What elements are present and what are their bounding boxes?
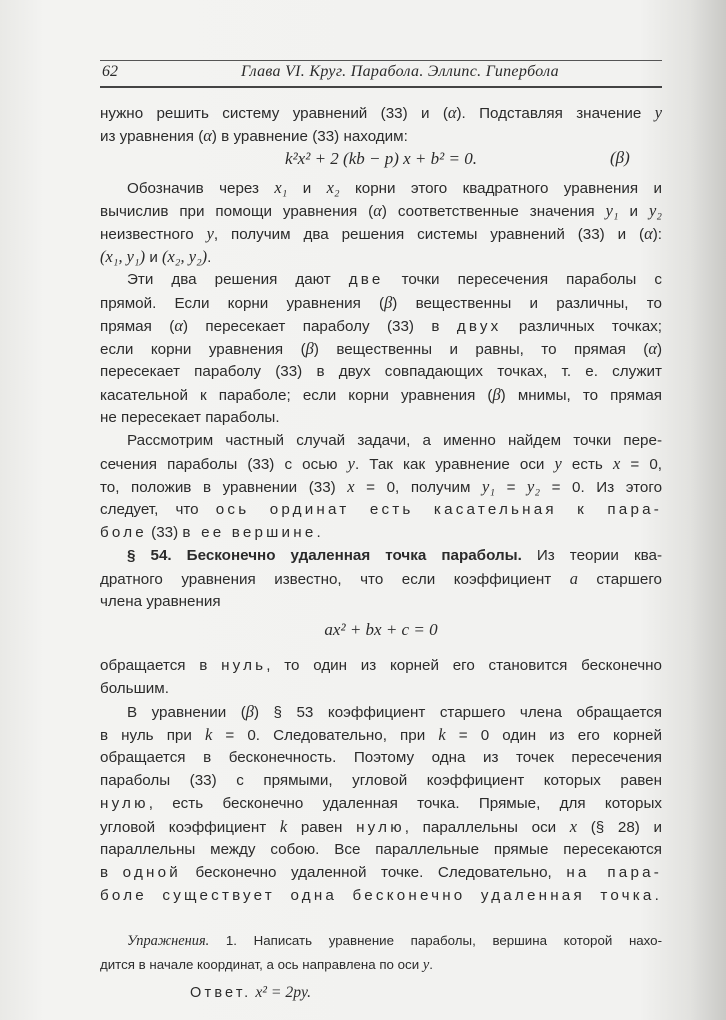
math-italic: y <box>206 224 214 243</box>
text-line <box>100 103 662 123</box>
math-italic: (x₁, y₁) <box>100 247 146 266</box>
math-italic: y₁ <box>482 477 496 496</box>
math-italic: y <box>554 454 562 473</box>
text-line <box>100 316 662 336</box>
math-italic: β <box>245 702 254 721</box>
text-segment: из уравнения ( <box>100 128 204 145</box>
text-segment: различных точках; <box>501 318 662 335</box>
math-italic: x² = 2py. <box>255 984 312 1001</box>
text-segment: вычислив при помощи уравнения ( <box>100 203 374 220</box>
text-segment: ) вещественны и различны, то <box>392 295 662 312</box>
text-segment: Эти два решения дают <box>127 271 349 288</box>
text-line <box>100 771 662 791</box>
text-segment: угловой коэффициент <box>100 819 280 836</box>
text-segment: и <box>618 203 649 220</box>
text-segment: не пересекает параболы. <box>100 409 280 426</box>
formula-line <box>100 620 662 640</box>
text-segment: ax² + bx + c = 0 <box>324 620 438 639</box>
text-segment: корни этого квадратного уравнения и <box>339 180 662 197</box>
text-segment: ) соответственные значения <box>381 203 606 220</box>
text-line <box>100 362 662 382</box>
spaced-emphasis: одной <box>122 864 181 881</box>
text-segment: обращается в <box>100 657 222 674</box>
header-rule-top <box>100 60 662 61</box>
spaced-emphasis: боле существует одна бесконечно удаленная точка. <box>100 887 662 904</box>
text-segment: члена уравнения <box>100 593 221 610</box>
spaced-emphasis: боле <box>100 524 147 541</box>
spaced-emphasis: нуль <box>221 657 267 674</box>
text-line <box>100 679 662 699</box>
text-line <box>100 592 662 612</box>
text-line <box>100 126 662 146</box>
math-italic: y <box>654 103 662 122</box>
text-segment: есть <box>561 456 613 473</box>
text-segment: Из теории ква- <box>521 547 662 564</box>
math-italic: α <box>648 339 657 358</box>
text-segment: (§ 28) и <box>577 819 662 836</box>
text-segment: ) § 53 коэффициент старшего члена обращается <box>253 704 662 721</box>
text-segment: . <box>429 957 433 972</box>
text-line <box>190 983 490 1003</box>
math-italic: α <box>373 201 382 220</box>
text-line <box>127 702 662 722</box>
math-italic: y <box>422 957 430 973</box>
text-segment: , получим два решения системы уравнений (33) и ( <box>213 226 645 243</box>
equation-label: (β) <box>610 148 630 167</box>
text-segment: = 0, <box>620 456 662 473</box>
math-italic: β <box>492 385 501 404</box>
text-segment: . Так как уравнение оси <box>354 456 555 473</box>
text-segment: и <box>287 180 327 197</box>
math-italic: α <box>174 316 183 335</box>
math-italic: β <box>384 293 393 312</box>
math-italic: k <box>279 817 288 836</box>
text-line <box>100 339 662 359</box>
math-italic: y₁ <box>605 201 619 220</box>
text-line <box>100 794 662 814</box>
text-line <box>100 523 662 543</box>
text-segment: точки пересечения параболы с <box>383 271 662 288</box>
text-line <box>100 247 662 267</box>
text-segment: в <box>100 864 123 881</box>
spaced-emphasis: нулю <box>356 819 405 836</box>
math-italic: (x₂, y₂) <box>162 247 208 266</box>
math-italic: α <box>447 103 457 122</box>
text-line <box>100 955 662 975</box>
text-segment: неизвестного <box>100 226 207 243</box>
spaced-emphasis: двух <box>456 318 502 335</box>
text-segment: = 0 один из его корней <box>445 727 662 744</box>
text-segment: прямая ( <box>100 318 175 335</box>
math-italic: α <box>644 224 653 243</box>
text-line <box>100 817 662 837</box>
text-segment: 1. Написать уравнение параболы, вершина которой нахо- <box>209 933 662 948</box>
text-segment: параболы (33) с прямыми, угловой коэффициент которых равен <box>100 772 662 789</box>
text-line <box>100 748 662 768</box>
text-line <box>100 201 662 221</box>
text-segment: = <box>495 479 528 496</box>
spaced-emphasis: Ответ. <box>190 985 252 1001</box>
text-line <box>100 500 662 520</box>
math-italic: α <box>203 126 212 145</box>
text-segment: сечения параболы (33) с осью <box>100 456 348 473</box>
text-line <box>100 863 662 883</box>
text-line <box>100 408 662 428</box>
text-segment: ) <box>656 341 662 358</box>
math-italic: Упражнения. <box>127 933 210 949</box>
text-segment: ) в уравнение (33) находим: <box>211 128 408 145</box>
text-segment: параллельны между собою. Все параллельные прямые пересекаются <box>100 841 662 858</box>
text-line <box>127 931 662 951</box>
running-title: Глава VI. Круг. Парабола. Эллипс. Гипербола <box>241 63 559 80</box>
text-segment: то, положив в уравнении (33) <box>100 479 348 496</box>
text-segment: = 0, получим <box>354 479 483 496</box>
math-italic: x <box>347 477 355 496</box>
text-segment: равен <box>287 819 357 836</box>
text-segment: и <box>145 249 163 266</box>
spaced-emphasis: две <box>348 271 384 288</box>
text-line <box>100 454 662 474</box>
math-italic: x₁ <box>274 178 288 197</box>
page-number: 62 <box>102 63 118 80</box>
text-segment: , параллельны оси <box>404 819 570 836</box>
math-italic: k <box>204 725 213 744</box>
text-line <box>100 477 662 497</box>
text-segment: Обозначив через <box>127 180 275 197</box>
text-line <box>100 725 662 745</box>
text-segment: , есть бесконечно удаленная точка. Прямые, для которых <box>148 795 662 812</box>
text-segment: ) пересекает параболу (33) в <box>182 318 457 335</box>
text-line <box>100 840 662 860</box>
text-segment: Рассмотрим частный случай задачи, а именно найдем точки пере- <box>127 432 662 449</box>
text-segment: ). Подставляя значение <box>456 105 655 122</box>
text-segment: обращается в бесконечность. Поэтому одна из точек пересечения <box>100 749 662 766</box>
formula-line <box>100 149 662 169</box>
math-italic: y₂ <box>527 477 541 496</box>
spaced-emphasis: ось ординат есть касательная к пара- <box>215 501 662 518</box>
spaced-emphasis: на пара- <box>566 864 662 881</box>
text-line <box>100 886 662 906</box>
math-italic: x₂ <box>326 178 340 197</box>
text-segment: прямой. Если корни уравнения ( <box>100 295 385 312</box>
spaced-emphasis: нулю <box>100 795 149 812</box>
text-line <box>100 385 662 405</box>
text-segment: большим. <box>100 680 169 697</box>
math-italic: β <box>305 339 314 358</box>
text-segment: ) мнимы, то прямая <box>500 387 662 404</box>
text-segment: дится в начале координат, а ось направлена по оси <box>100 957 423 972</box>
text-segment: в нуль при <box>100 727 205 744</box>
text-segment: дратного уравнения известно, что если коэффициент <box>100 571 570 588</box>
text-segment: , то один из корней его становится бесконечно <box>266 657 662 674</box>
text-segment: (33) <box>146 524 183 541</box>
text-segment: бесконечно удаленной точке. Следовательно, <box>180 864 567 881</box>
text-segment: = 0. Следовательно, при <box>212 727 439 744</box>
text-segment: касательной к параболе; если корни уравнения ( <box>100 387 493 404</box>
math-italic: x <box>569 817 578 836</box>
section-heading: § 54. Бесконечно удаленная точка параболы. <box>127 547 522 564</box>
text-line <box>100 224 662 244</box>
text-segment: ) вещественны и равны, то прямая ( <box>313 341 649 358</box>
text-segment: следует, что <box>100 501 216 518</box>
text-line <box>127 270 662 290</box>
text-segment: пересекает параболу (33) в двух совпадающих точках, т. е. служит <box>100 363 662 380</box>
spaced-emphasis: в ее вершине. <box>182 524 324 541</box>
math-italic: a <box>569 569 578 588</box>
math-italic: y₂ <box>648 201 662 220</box>
text-segment: k²x² + 2 (kb − p) x + b² = 0. <box>285 149 477 168</box>
text-line <box>127 431 662 451</box>
text-segment: = 0. Из этого <box>540 479 663 496</box>
text-segment: если корни уравнения ( <box>100 341 306 358</box>
text-line <box>100 656 662 676</box>
text-segment: В уравнении ( <box>127 704 246 721</box>
text-line <box>127 178 662 198</box>
math-italic: k <box>438 725 446 744</box>
text-segment: нужно решить систему уравнений (33) и ( <box>100 105 448 122</box>
text-segment: ): <box>652 226 662 243</box>
math-italic: y <box>347 454 355 473</box>
math-italic: x <box>612 454 621 473</box>
text-line <box>100 293 662 313</box>
text-segment: старшего <box>577 571 662 588</box>
text-line <box>127 546 662 566</box>
text-line <box>100 569 662 589</box>
text-segment: . <box>207 249 212 266</box>
header-rule-bottom <box>100 86 662 88</box>
